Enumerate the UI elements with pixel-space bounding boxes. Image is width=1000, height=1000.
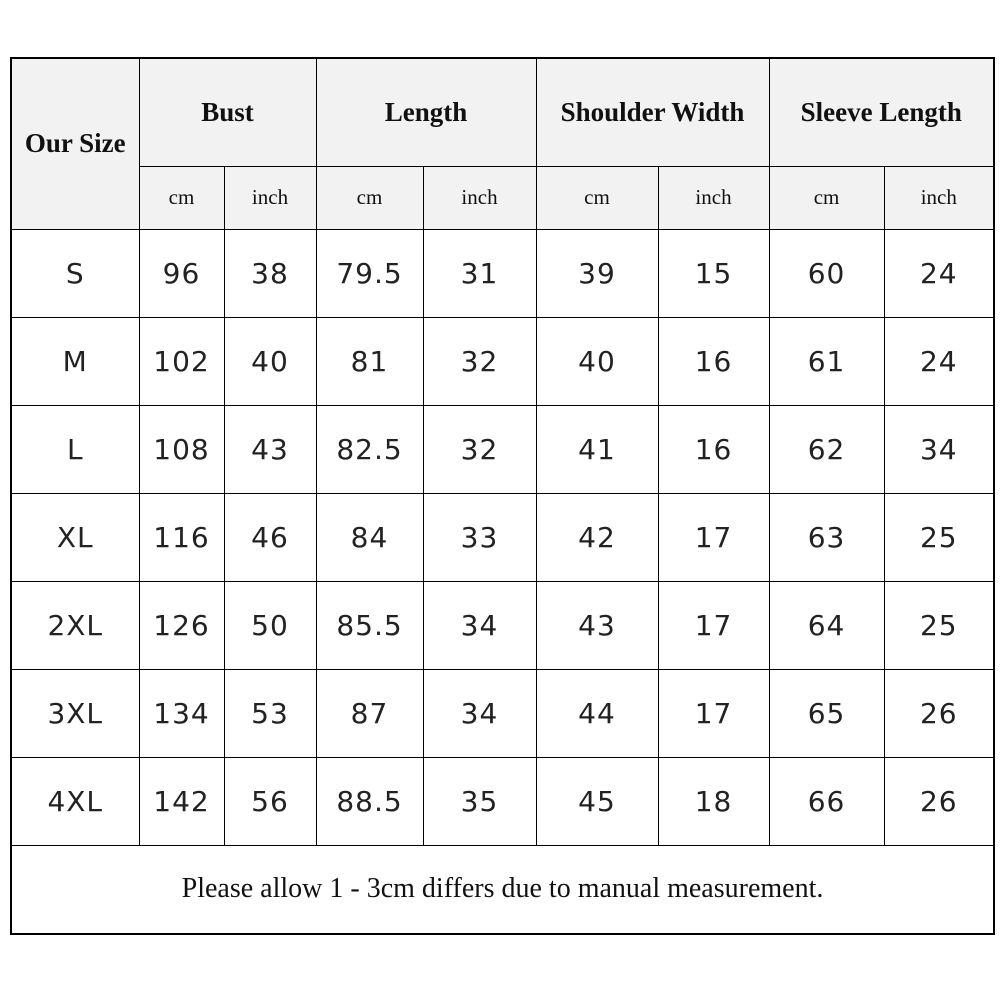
size-cell: 3XL bbox=[11, 669, 139, 757]
value-cell: 24 bbox=[884, 229, 994, 317]
value-cell: 18 bbox=[658, 757, 769, 845]
value-cell: 17 bbox=[658, 581, 769, 669]
value-cell: 26 bbox=[884, 757, 994, 845]
table-row-2xl bbox=[11, 581, 994, 669]
value-cell: 85.5 bbox=[316, 581, 423, 669]
value-cell: 88.5 bbox=[316, 757, 423, 845]
unit-header-shoulder-cm: cm bbox=[536, 166, 658, 229]
value-cell: 116 bbox=[139, 493, 224, 581]
value-cell: 40 bbox=[224, 317, 316, 405]
value-cell: 108 bbox=[139, 405, 224, 493]
value-cell: 61 bbox=[769, 317, 884, 405]
value-cell: 50 bbox=[224, 581, 316, 669]
value-cell: 33 bbox=[423, 493, 536, 581]
unit-header-length-cm: cm bbox=[316, 166, 423, 229]
size-cell: S bbox=[11, 229, 139, 317]
value-cell: 87 bbox=[316, 669, 423, 757]
value-cell: 25 bbox=[884, 493, 994, 581]
value-cell: 32 bbox=[423, 405, 536, 493]
size-cell: L bbox=[11, 405, 139, 493]
value-cell: 56 bbox=[224, 757, 316, 845]
value-cell: 16 bbox=[658, 405, 769, 493]
unit-header-bust-cm: cm bbox=[139, 166, 224, 229]
value-cell: 45 bbox=[536, 757, 658, 845]
value-cell: 64 bbox=[769, 581, 884, 669]
value-cell: 63 bbox=[769, 493, 884, 581]
value-cell: 62 bbox=[769, 405, 884, 493]
column-header-sleeve-length: Sleeve Length bbox=[769, 58, 994, 166]
column-header-shoulder-width: Shoulder Width bbox=[536, 58, 769, 166]
unit-header-sleeve-inch: inch bbox=[884, 166, 994, 229]
value-cell: 42 bbox=[536, 493, 658, 581]
table-header-group-row bbox=[11, 58, 994, 166]
unit-header-bust-inch: inch bbox=[224, 166, 316, 229]
value-cell: 60 bbox=[769, 229, 884, 317]
value-cell: 25 bbox=[884, 581, 994, 669]
value-cell: 43 bbox=[536, 581, 658, 669]
table-row-s bbox=[11, 229, 994, 317]
value-cell: 26 bbox=[884, 669, 994, 757]
measurement-disclaimer: Please allow 1 - 3cm differs due to manual measurement. bbox=[11, 845, 994, 934]
unit-header-length-inch: inch bbox=[423, 166, 536, 229]
value-cell: 17 bbox=[658, 493, 769, 581]
size-cell: XL bbox=[11, 493, 139, 581]
table-row-xl bbox=[11, 493, 994, 581]
value-cell: 15 bbox=[658, 229, 769, 317]
value-cell: 38 bbox=[224, 229, 316, 317]
size-cell: 2XL bbox=[11, 581, 139, 669]
value-cell: 43 bbox=[224, 405, 316, 493]
value-cell: 17 bbox=[658, 669, 769, 757]
table-row-3xl bbox=[11, 669, 994, 757]
value-cell: 142 bbox=[139, 757, 224, 845]
value-cell: 40 bbox=[536, 317, 658, 405]
unit-header-shoulder-inch: inch bbox=[658, 166, 769, 229]
value-cell: 44 bbox=[536, 669, 658, 757]
value-cell: 102 bbox=[139, 317, 224, 405]
table-row-l bbox=[11, 405, 994, 493]
value-cell: 24 bbox=[884, 317, 994, 405]
value-cell: 53 bbox=[224, 669, 316, 757]
table-row-m bbox=[11, 317, 994, 405]
value-cell: 126 bbox=[139, 581, 224, 669]
value-cell: 66 bbox=[769, 757, 884, 845]
value-cell: 31 bbox=[423, 229, 536, 317]
value-cell: 34 bbox=[423, 581, 536, 669]
value-cell: 65 bbox=[769, 669, 884, 757]
size-chart-table bbox=[10, 57, 995, 935]
value-cell: 82.5 bbox=[316, 405, 423, 493]
value-cell: 41 bbox=[536, 405, 658, 493]
value-cell: 46 bbox=[224, 493, 316, 581]
unit-header-sleeve-cm: cm bbox=[769, 166, 884, 229]
column-header-bust: Bust bbox=[139, 58, 316, 166]
value-cell: 34 bbox=[423, 669, 536, 757]
value-cell: 134 bbox=[139, 669, 224, 757]
table-header-units-row bbox=[11, 166, 994, 229]
column-header-our-size: Our Size bbox=[11, 58, 139, 229]
value-cell: 16 bbox=[658, 317, 769, 405]
column-header-length: Length bbox=[316, 58, 536, 166]
table-footnote-row bbox=[11, 845, 994, 934]
value-cell: 35 bbox=[423, 757, 536, 845]
value-cell: 81 bbox=[316, 317, 423, 405]
value-cell: 39 bbox=[536, 229, 658, 317]
table-row-4xl bbox=[11, 757, 994, 845]
size-cell: M bbox=[11, 317, 139, 405]
value-cell: 34 bbox=[884, 405, 994, 493]
size-cell: 4XL bbox=[11, 757, 139, 845]
value-cell: 79.5 bbox=[316, 229, 423, 317]
value-cell: 96 bbox=[139, 229, 224, 317]
value-cell: 32 bbox=[423, 317, 536, 405]
value-cell: 84 bbox=[316, 493, 423, 581]
